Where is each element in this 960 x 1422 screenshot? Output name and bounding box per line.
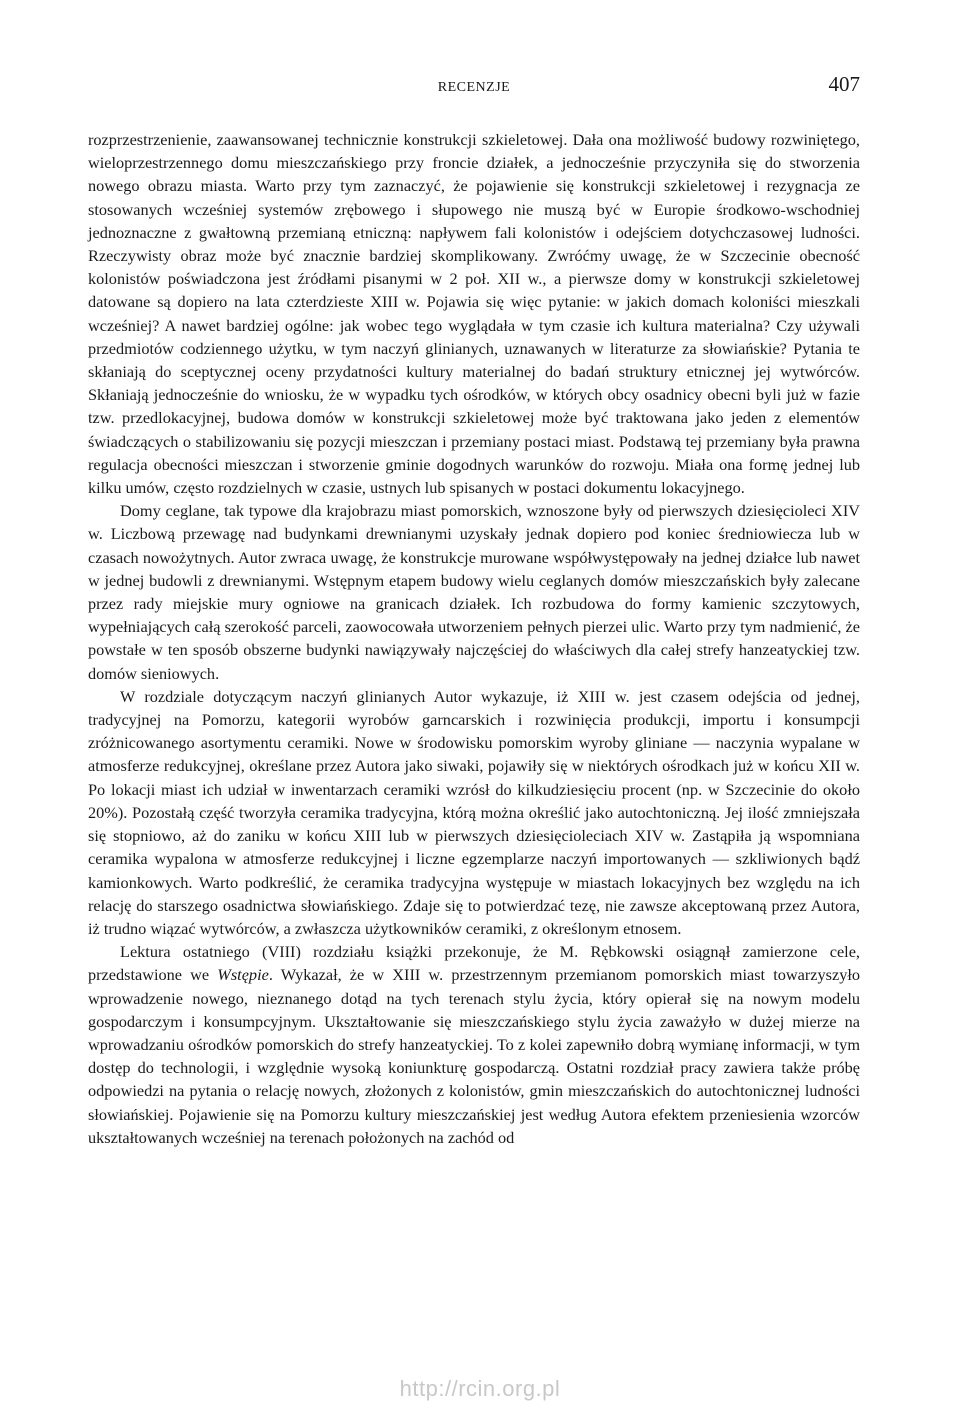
page-number: 407 <box>828 72 860 96</box>
paragraph-text: Domy ceglane, tak typowe dla krajobrazu miast pomorskich, wznoszone były od pierwszych dziesięcioleci XIV w. Liczbową przewagę nad budynkami drewnianymi uzyskały jednak dopiero pod koniec średniowiecza lub w czasach nowożytnych. Autor zwraca uwagę, że konstrukcje murowane współwystępowały na jednej działce lub nawet w jednej budowli z drewnianymi. Wstępnym etapem budowy wielu ceglanych domów mieszczańskich były zalecane przez rady miejskie mury ogniowe na granicach działek. Ich rozbudowa do formy kamienic szczytowych, wypełniających całą szerokość parceli, zaowocowała utworzeniem pełnych pierzei ulic. Warto przy tym nadmienić, że powstałe w ten sposób obszerne budynki nawiązywały najczęściej do właściwych dla całej strefy hanzeatyckiej tzw. domów sieniowych. <box>88 501 860 683</box>
article-body <box>88 128 860 1149</box>
source-url-watermark: http://rcin.org.pl <box>399 1376 561 1401</box>
paragraph-text: Lektura ostatniego (VIII) rozdziału książki przekonuje, że M. Rębkowski osiągnął zamierzone cele, przedstawione we <box>88 942 860 985</box>
paragraph-text: . Wykazał, że w XIII w. przestrzennym przemianom pomorskich miast towarzyszyło wprowadzenie nowego, nieznanego dotąd na tych terenach stylu życia, który opierał się na nowym modelu gospodarczym i konsumpcyjnym. Ukształtowanie się mieszczańskiego stylu życia zaważyło w dużej mierze na wprowadzaniu ośrodków pomorskich do strefy hanzeatyckiej. To z kolei zapewniło dobrą wymianę informacji, w tym dostęp do technologii, i względnie wysoką koniunkturę gospodarczą. Ostatni rozdział pracy zawiera także próbę odpowiedzi na pytania o relację nowych, złożonych z kolonistów, gmin mieszczańskich do autochtonicznej ludności słowiańskiej. Pojawienie się na Pomorzu kultury mieszczańskiej jest według Autora efektem przeniesienia wzorców ukształtowanych wcześniej na terenach położonych na zachód od <box>88 965 861 1147</box>
page-header <box>88 72 860 106</box>
paragraph-text: rozprzestrzenienie, zaawansowanej technicznie konstrukcji szkieletowej. Dała ona możliwość budowy rozwiniętego, wieloprzestrzennego domu mieszczańskiego przy froncie działek, a jednocześnie przyczyniła się do stworzenia nowego obrazu miasta. Warto przy tym zaznaczyć, że pojawienie się konstrukcji szkieletowej i rezygnacja ze stosowanych wcześniej systemów zrębowego i słupowego nie muszą być w Europie środkowo-wschodniej jednoznaczne z gwałtowną przemianą etniczną: napływem fali kolonistów i odejściem dotychczasowej ludności. Rzeczywisty obraz może być znacznie bardziej skomplikowany. Zwróćmy uwagę, że w Szczecinie obecność kolonistów poświadczona jest źródłami pisanymi w 2 poł. XII w., a pierwsze domy w konstrukcji szkieletowej datowane są dopiero na lata czterdzieste XIII w. Pojawia się więc pytanie: w jakich domach koloniści mieszkali wcześniej? A nawet bardziej ogólne: jak wobec tego wyglądała w tym czasie ich kultura materialna? Czy używali przedmiotów codziennego użytku, w tym naczyń glinianych, uznawanych w literaturze za słowiańskie? Pytania te skłaniają do sceptycznej oceny przydatności kultury materialnej do badań struktury etnicznej jej wytwórców. Skłaniają jednocześnie do wniosku, że w wypadku tych ośrodków, w których obcy osadnicy obecni byli już w fazie tzw. przedlokacyjnej, budowa domów w konstrukcji szkieletowej może być traktowana jako jeden z elementów świadczących o stabilizowaniu się pozycji mieszczan i przemiany postaci miast. Podstawą tej przemiany była prawna regulacja obecności mieszczan i stworzenie gminie dogodnych warunków do rozwoju. Miała ona formę jednej lub kilku umów, często rozdzielnych w czasie, ustnych lub spisanych w postaci dokumentu lokacyjnego. <box>88 130 860 498</box>
paragraph-text: W rozdziale dotyczącym naczyń glinianych Autor wykazuje, iż XIII w. jest czasem odejścia od jednej, tradycyjnej na Pomorzu, kategorii wyrobów garncarskich i rozwinięcia produkcji, importu i konsumpcji zróżnicowanego asortymentu ceramiki. Nowe w środowisku pomorskim wyroby gliniane — naczynia wypalane w atmosferze redukcyjnej, określane przez Autora jako siwaki, pojawiły się w niektórych ośrodkach już w końcu XII w. Po lokacji miast ich udział w inwentarzach ceramiki wzrósł do kilkudziesięciu procent (np. w Szczecinie do około 20%). Pozostałą część tworzyła ceramika tradycyjna, którą można określić jako autochtoniczną. Jej ilość zmniejszała się stopniowo, aż do zaniku w końcu XIII lub w pierwszych dziesięcioleciach XIV w. Zastąpiła ją wspomniana ceramika wypalona w atmosferze redukcyjnej i liczne egzemplarze naczyń importowanych — szkliwionych bądź kamionkowych. Warto podkreślić, że ceramika tradycyjna występuje w miastach lokacyjnych bez względu na ich relację do starszego osadnictwa słowiańskiego. Zdaje się to potwierdzać tezę, nie zawsze akceptowaną przez Autora, iż trudno wiązać wytwórców, a zwłaszcza użytkowników ceramiki, z określonym etnosem. <box>88 686 860 938</box>
body-paragraph <box>88 940 860 1149</box>
body-paragraph <box>88 685 860 940</box>
running-head: RECENZJE <box>437 80 511 95</box>
italic-reference: Wstępie <box>217 965 269 985</box>
body-paragraph <box>88 499 860 685</box>
body-paragraph <box>88 128 860 499</box>
